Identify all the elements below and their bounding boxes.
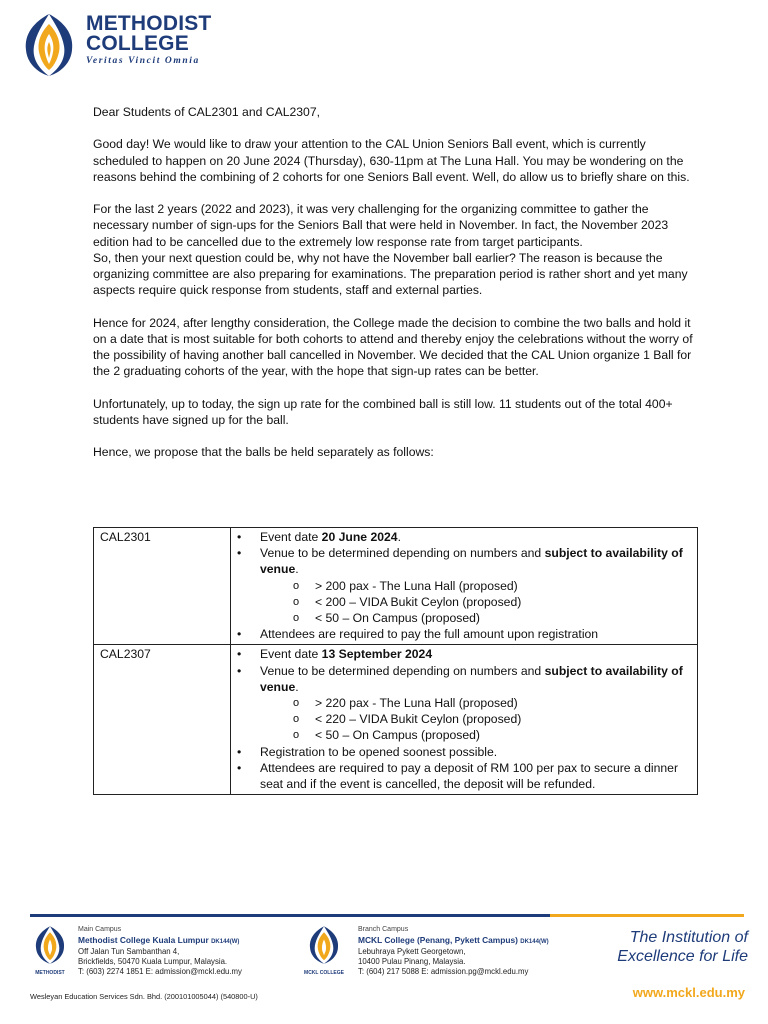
campus-address-1: Lebuhraya Pykett Georgetown, (358, 947, 466, 956)
paragraph-decision: Hence for 2024, after lengthy consideration, the College made the decision to combine the two balls and hold it on a date that is most suitable for both cohorts to attend and thereby enjoy the celebrations without the worry of the possibility of having another ball cancelled in November. We decided that the CAL Union organize 1 Ball for the 2 graduating cohorts of the year, with the hope that sign-up rates can be better. (93, 315, 693, 379)
details-cell (231, 528, 698, 645)
paragraph-intro: Good day! We would like to draw your attention to the CAL Union Seniors Ball event, which is currently scheduled to happen on 20 June 2024 (Thursday), 630-11pm at The Luna Hall. You may be wondering on the reasons behind the combining of 2 cohorts for one Seniors Ball event. Well, do allow us to briefly share on this. (93, 137, 690, 184)
main-campus-info (78, 925, 242, 977)
table-row (94, 528, 698, 645)
college-header (18, 12, 211, 78)
methodist-flame-icon (31, 925, 69, 965)
campus-name (78, 935, 242, 947)
college-wordmark (86, 14, 211, 66)
cohort-cell: CAL2301 (94, 528, 231, 645)
paragraph-proposal: Hence, we propose that the balls be held separately as follows: (93, 445, 434, 460)
campus-address-2: Brickfields, 50470 Kuala Lumpur, Malaysia. (78, 957, 228, 966)
venue-condition: subject to availability of venue (260, 546, 683, 577)
venue-suffix: . (295, 562, 299, 577)
table-row (94, 645, 698, 795)
list-item: • Attendees are required to pay a deposit of RM 100 per pax to secure a dinner seat and if the event is cancelled, the deposit will be refunded. (237, 760, 691, 792)
branch-campus-logo (302, 925, 346, 976)
list-item (237, 529, 691, 545)
campus-code: DK144(W) (211, 939, 240, 945)
venue-label: Venue to be determined depending on numbers and (260, 663, 545, 678)
slogan-line-1: The Institution of (629, 929, 748, 946)
campus-name-text: Methodist College Kuala Lumpur (78, 935, 209, 945)
mckl-flame-icon (305, 925, 343, 965)
list-item (237, 545, 691, 626)
venue-option: o < 50 – On Campus (proposed) (260, 610, 691, 626)
brand-line-2: COLLEGE (86, 32, 189, 55)
campus-tag: Branch Campus (358, 926, 409, 933)
date-suffix: . (397, 530, 401, 544)
branch-logo-caption: MCKL COLLEGE (304, 970, 344, 976)
venue-label: Venue to be determined depending on numbers and (260, 546, 545, 561)
slogan-line-2: Excellence for Life (617, 948, 748, 965)
campus-tag: Main Campus (78, 926, 122, 933)
paragraph-history: For the last 2 years (2022 and 2023), it was very challenging for the organizing committee to gather the necessary number of sign-ups for the Seniors Ball that were held in November. In fact, the November 2023 edition had to be cancelled due to the extremely low response rate from target participants. (93, 202, 669, 249)
campus-code: DK144(W) (520, 939, 549, 945)
campus-name (358, 935, 549, 947)
branch-campus-info (358, 925, 549, 977)
paragraph-signup-rate: Unfortunately, up to today, the sign up rate for the combined ball is still low. 11 students out of the total 400+ students have signed up for the ball. (93, 396, 673, 427)
list-item: • Attendees are required to pay the full amount upon registration (237, 626, 691, 642)
institution-slogan (598, 928, 748, 966)
cohort-cell: CAL2307 (94, 645, 231, 795)
details-cell (231, 645, 698, 795)
brand-line-1: METHODIST (86, 12, 212, 35)
company-registration: Wesleyan Education Services Sdn. Bhd. (200101005044) (540800-U) (30, 992, 258, 1001)
main-logo-caption: METHODIST (35, 970, 65, 976)
list-item (237, 646, 691, 662)
campus-contact: T: (604) 217 5088 E: admission.pg@mckl.edu.my (358, 967, 529, 976)
date-label: Event date (260, 647, 322, 662)
date-label: Event date (260, 530, 322, 544)
paragraph-reason: So, then your next question could be, why not have the November ball earlier? The reason is because the organizing committee are also preparing for examinations. The preparation period is rather short and yet many aspects require quick response from students, staff and external parties. (93, 250, 688, 298)
venue-option: o > 200 pax - The Luna Hall (proposed) (260, 578, 691, 594)
campus-name-text: MCKL College (Penang, Pykett Campus) (358, 935, 518, 945)
main-campus-logo (28, 925, 72, 976)
event-date: 20 June 2024 (321, 530, 398, 544)
venue-option: o < 200 – VIDA Bukit Ceylon (proposed) (260, 594, 691, 610)
campus-address-2: 10400 Pulau Pinang, Malaysia. (358, 957, 466, 966)
venue-option: o < 50 – On Campus (proposed) (260, 727, 691, 743)
campus-contact: T: (603) 2274 1851 E: admission@mckl.edu.my (78, 967, 242, 976)
event-date: 13 September 2024 (321, 647, 433, 662)
website-link[interactable]: www.mckl.edu.my (632, 985, 745, 1000)
letter-body (93, 104, 703, 477)
college-motto: Veritas Vincit Omnia (86, 56, 200, 66)
salutation: Dear Students of CAL2301 and CAL2307, (93, 105, 320, 119)
list-item (237, 663, 691, 744)
venue-option: o > 220 pax - The Luna Hall (proposed) (260, 695, 691, 711)
venue-condition: subject to availability of venue (260, 663, 683, 694)
venue-suffix: . (295, 679, 299, 694)
list-item: • Registration to be opened soonest possible. (237, 744, 691, 760)
campus-address-1: Off Jalan Tun Sambanthan 4, (78, 947, 180, 956)
footer-rule-blue (30, 914, 550, 917)
venue-option: o < 220 – VIDA Bukit Ceylon (proposed) (260, 711, 691, 727)
methodist-college-logo-icon (18, 12, 80, 78)
ball-schedule-table (93, 527, 698, 795)
footer-rule-gold (550, 914, 744, 917)
